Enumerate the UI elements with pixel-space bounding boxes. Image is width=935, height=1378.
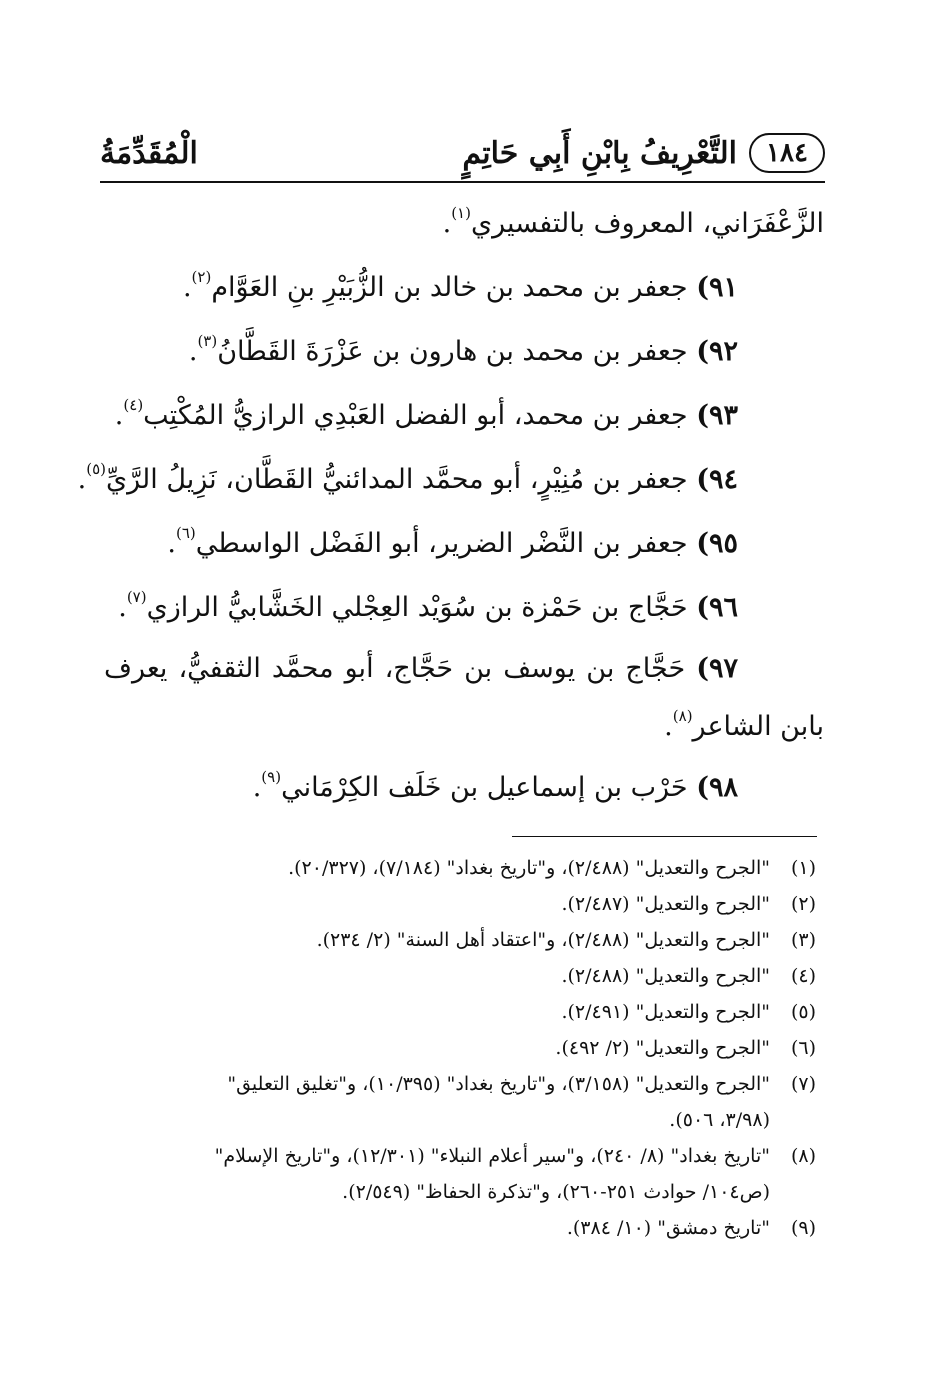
entry-91: ٩١) جعفر بن محمد بن خالد بن الزُّبَيْرِ بنِ العَوَّام$^{(٢)}$. bbox=[182, 268, 738, 303]
book-title: التَّعْرِيفُ بِابْنِ أَبِي حَاتِمٍ bbox=[462, 135, 737, 171]
entry-96: ٩٦) حَجَّاج بن حَمْزة بن سُوَيْد العِجْلي الخَشَّابيُّ الرازي$^{(٧)}$. bbox=[118, 588, 738, 623]
entry-97-continued: بابن الشاعر$^{(٨)}$. bbox=[664, 707, 824, 742]
footnote bbox=[104, 1138, 816, 1174]
entry-number: ٩٢) bbox=[696, 336, 738, 367]
entry-number: ٩٣) bbox=[696, 400, 738, 431]
footnote-ref: (٧) bbox=[126, 588, 147, 606]
footnote-number: (٢) bbox=[790, 893, 816, 915]
footnote bbox=[104, 850, 816, 886]
footnote-text: "الجرح والتعديل" (٣/١٥٨)، و"تاريخ بغداد" (١٠/٣٩٥)، و"تغليق التعليق" bbox=[227, 1073, 770, 1095]
entry-number: ٩٨) bbox=[696, 772, 738, 803]
entry-98: ٩٨) حَرْب بن إسماعيل بن خَلَف الكِرْمَاني$^{(٩)}$. bbox=[252, 768, 738, 803]
footnote-ref: (٩) bbox=[261, 768, 282, 786]
entry-number: ٩٥) bbox=[696, 528, 738, 559]
footnote-ref: (٦) bbox=[175, 524, 196, 542]
footnotes bbox=[104, 850, 816, 1246]
footnote bbox=[104, 994, 816, 1030]
footnote-ref: (٤) bbox=[123, 396, 144, 414]
entry-93: ٩٣) جعفر بن محمد، أبو الفضل العَبْدِي الرازيُّ المُكْتِب$^{(٤)}$. bbox=[114, 396, 738, 431]
footnote-text: "تاريخ دمشق" (١٠/ ٣٨٤). bbox=[566, 1217, 770, 1239]
footnote-text: "الجرح والتعديل" (٢/٤٨٨). bbox=[561, 965, 770, 987]
footnote bbox=[104, 1066, 816, 1102]
footnote-number: (٤) bbox=[790, 965, 816, 987]
main-text bbox=[77, 192, 824, 820]
footnote bbox=[104, 922, 816, 958]
section-title: الْمُقَدِّمَةُ bbox=[100, 135, 198, 171]
footnote-continuation: (ص١٠٤/ حوادث ٢٥١-٢٦٠)، و"تذكرة الحفاظ" (٢/٥٤٩). bbox=[342, 1181, 770, 1203]
entry-94: ٩٤) جعفر بن مُنِيْرٍ، أبو محمَّد المدائنيُّ القَطَّان، نَزِيلُ الرَّيِّ$^{(٥)}$. bbox=[77, 460, 738, 495]
entry-95: ٩٥) جعفر بن النَّضْر الضرير، أبو الفَضْل الواسطي$^{(٦)}$. bbox=[167, 524, 738, 559]
footnote-number: (٨) bbox=[790, 1145, 816, 1167]
footnote-continuation: (٣/٩٨، ٥٠٦). bbox=[669, 1109, 770, 1131]
footnote-text: "الجرح والتعديل" (٢/ ٤٩٢). bbox=[555, 1037, 770, 1059]
footnote-separator bbox=[512, 836, 817, 837]
footnote-ref: (٨) bbox=[672, 707, 693, 725]
entry-number: ٩٦) bbox=[696, 592, 738, 623]
footnote-number: (٧) bbox=[790, 1073, 816, 1095]
footnote-ref: (٣) bbox=[197, 332, 218, 350]
footnote-ref: (٢) bbox=[191, 268, 212, 286]
footnote-text: "الجرح والتعديل" (٢/٤٨٧). bbox=[561, 893, 770, 915]
footnote bbox=[104, 886, 816, 922]
footnote-text: "الجرح والتعديل" (٢/٤٩١). bbox=[561, 1001, 770, 1023]
entry-92: ٩٢) جعفر بن محمد بن هارون بن عَزْرَةَ القَطَّانُ$^{(٣)}$. bbox=[188, 332, 738, 367]
footnote-number: (٩) bbox=[790, 1217, 816, 1239]
footnote bbox=[104, 1030, 816, 1066]
footnote-number: (٥) bbox=[790, 1001, 816, 1023]
text-line: الزَّعْفَرَاني، المعروف بالتفسيري$^{(١)}$. bbox=[442, 204, 824, 239]
header-rule bbox=[100, 181, 825, 183]
footnote-text: "تاريخ بغداد" (٨/ ٢٤٠)، و"سير أعلام النبلاء" (١٢/٣٠١)، و"تاريخ الإسلام" bbox=[214, 1145, 770, 1167]
footnote-number: (٦) bbox=[790, 1037, 816, 1059]
footnote-text: "الجرح والتعديل" (٢/٤٨٨)، و"اعتقاد أهل السنة" (٢/ ٢٣٤). bbox=[316, 929, 770, 951]
footnote-number: (٣) bbox=[790, 929, 816, 951]
entry-number: ٩١) bbox=[696, 272, 738, 303]
page-number-badge: ١٨٤ bbox=[749, 133, 825, 173]
entry-number: ٩٤) bbox=[696, 464, 738, 495]
running-header bbox=[100, 128, 825, 178]
footnote-ref: (٥) bbox=[86, 460, 106, 478]
footnote-text: "الجرح والتعديل" (٢/٤٨٨)، و"تاريخ بغداد" (٧/١٨٤)، (٢٠/٣٢٧). bbox=[288, 857, 770, 879]
footnote bbox=[104, 958, 816, 994]
entry-97: ٩٧) حَجَّاج بن يوسف بن حَجَّاج، أبو محمَّد الثقفيُّ، يعرف bbox=[104, 653, 738, 684]
footnote-number: (١) bbox=[790, 857, 816, 879]
footnote-ref: (١) bbox=[451, 204, 471, 222]
footnote bbox=[104, 1210, 816, 1246]
entry-number: ٩٧) bbox=[696, 653, 738, 684]
